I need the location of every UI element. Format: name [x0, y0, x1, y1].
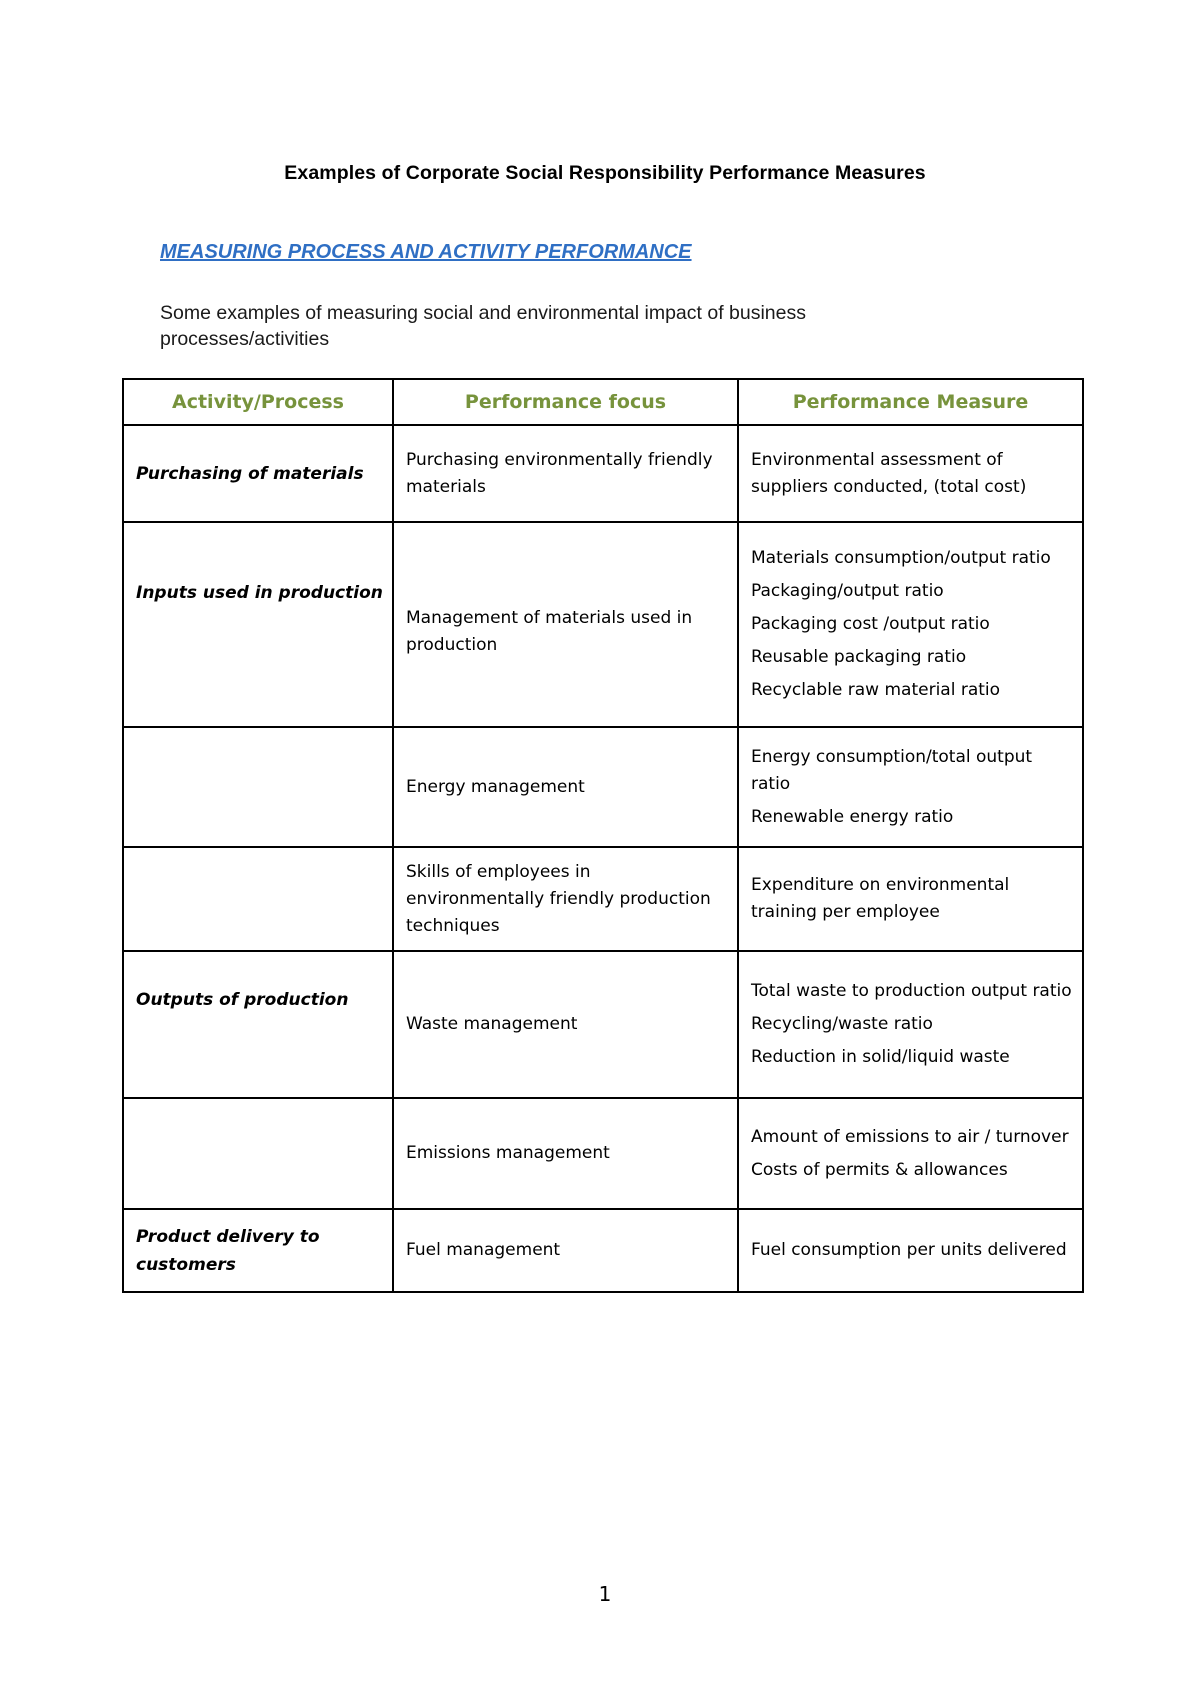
- intro-paragraph: Some examples of measuring social and environmental impact of business processes/activities: [160, 302, 806, 350]
- activity-cell: [123, 847, 393, 951]
- measure-item: Renewable energy ratio: [751, 806, 954, 827]
- measure-cell: [738, 847, 1083, 951]
- table-row: [123, 727, 1083, 847]
- measure-item: Recycling/waste ratio: [751, 1014, 933, 1034]
- header-activity: Activity/Process: [123, 379, 393, 425]
- activity-cell: [123, 1098, 393, 1209]
- measure-cell: [738, 727, 1083, 847]
- measure-item: Packaging cost /output ratio: [751, 614, 990, 634]
- measure-cell: [738, 1098, 1083, 1209]
- page-number: 1: [598, 1582, 612, 1606]
- activity-cell: Product delivery to customers: [123, 1209, 393, 1292]
- focus-cell: Emissions management: [393, 1098, 738, 1209]
- page-title: Examples of Corporate Social Responsibility Performance Measures: [284, 162, 926, 184]
- performance-measures-table: [122, 378, 1084, 1293]
- measure-item: Costs of permits & allowances: [751, 1159, 1008, 1180]
- table-header-row: [123, 379, 1083, 425]
- activity-cell: Purchasing of materials: [123, 425, 393, 522]
- measure-item: Expenditure on environmental training per employee: [751, 875, 1010, 922]
- measure-item: Fuel consumption per units delivered: [751, 1240, 1067, 1260]
- measure-item: Materials consumption/output ratio: [751, 548, 1051, 568]
- focus-cell: Energy management: [393, 727, 738, 847]
- table-row: [123, 425, 1083, 522]
- activity-cell: Outputs of production: [123, 951, 393, 1098]
- activity-cell: Inputs used in production: [123, 522, 393, 727]
- focus-cell: Management of materials used in production: [393, 522, 738, 727]
- measure-item: Energy consumption/total output ratio: [751, 746, 1033, 794]
- header-measure: Performance Measure: [738, 379, 1083, 425]
- table-row: [123, 1209, 1083, 1292]
- measure-cell: [738, 522, 1083, 727]
- measure-cell: [738, 425, 1083, 522]
- measure-cell: [738, 951, 1083, 1098]
- measure-item: Reduction in solid/liquid waste: [751, 1047, 1010, 1067]
- header-focus: Performance focus: [393, 379, 738, 425]
- measure-cell: [738, 1209, 1083, 1292]
- measure-item: Reusable packaging ratio: [751, 647, 967, 667]
- table-row: [123, 522, 1083, 727]
- table-row: [123, 847, 1083, 951]
- activity-cell: [123, 727, 393, 847]
- table-row: [123, 1098, 1083, 1209]
- focus-cell: Waste management: [393, 951, 738, 1098]
- focus-cell: Fuel management: [393, 1209, 738, 1292]
- section-heading: MEASURING PROCESS AND ACTIVITY PERFORMANCE: [160, 241, 692, 263]
- measure-item: Total waste to production output ratio: [751, 981, 1072, 1001]
- measure-item: Packaging/output ratio: [751, 581, 944, 601]
- focus-cell: Skills of employees in environmentally friendly production techniques: [393, 847, 738, 951]
- measure-item: Recyclable raw material ratio: [751, 680, 1001, 700]
- measure-item: Environmental assessment of suppliers conducted, (total cost): [751, 449, 1027, 497]
- focus-cell: Purchasing environmentally friendly materials: [393, 425, 738, 522]
- table-row: [123, 951, 1083, 1098]
- measure-item: Amount of emissions to air / turnover: [751, 1126, 1069, 1147]
